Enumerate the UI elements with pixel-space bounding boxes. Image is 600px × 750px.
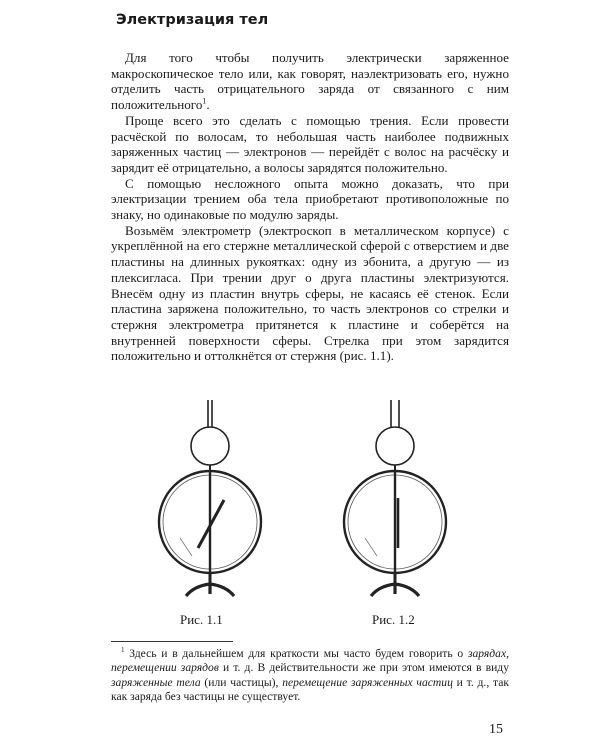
footnote-italic: зарядах, перемещении зарядов	[111, 647, 509, 675]
footnote-text: (или частицы),	[200, 675, 283, 689]
paragraph-text: Для того чтобы получить электрически заряженное макроскопическое тело или, как говорят, наэлектризовать его, нужно отделить часть отрицательного заряда от связанного с ним положительного	[111, 50, 509, 113]
section-heading: Электризация тел	[116, 12, 269, 28]
metal-sphere	[191, 427, 229, 465]
footnote-italic: перемещение заряженных частиц	[282, 675, 453, 689]
page-number: 15	[489, 722, 503, 737]
footnote-reference[interactable]: 1	[202, 96, 207, 106]
metal-sphere	[376, 427, 414, 465]
tripod-stand	[186, 584, 234, 596]
paragraph: Возьмём электрометр (электроскоп в металлическом корпусе) с укреплённой на его стержне металлической сферой с отверстием и две пластины на длинных рукоятках: одну из эбонита, а другую — из плексигласа. При трении друг о друга пластины электризуются. Внесём одну из пластин внутрь сферы, не касаясь её стенок. Если пластина заряжена положительно, то часть электронов со стрелки и стержня электрометра притянется к пластине и соберётся на внутренней поверхности сферы. Стрелка при этом зарядится положительно и оттолкнётся от стержня (рис. 1.1).	[111, 222, 509, 364]
paragraph: С помощью несложного опыта можно доказать, что при электризации трением оба тела приобретают противоположные по знаку, но одинаковые по модулю заряды.	[111, 175, 509, 223]
figure-caption: Рис. 1.1	[180, 612, 223, 627]
footnote	[111, 647, 509, 705]
body-text	[111, 50, 509, 364]
footnote-text: и т. д. В действительности же при этом имеются в виду	[218, 661, 509, 675]
footnote-marker: 1	[121, 646, 125, 655]
paragraph: Проще всего это сделать с помощью трения. Если провести расчёской по волосам, то небольшая часть наиболее подвижных заряженных частиц — электронов — перейдёт с волос на расчёску и зарядит её отрицательно, а волосы зарядятся положительно.	[111, 112, 509, 175]
footnote-divider	[111, 641, 233, 642]
paragraph: Для того чтобы получить электрически заряженное макроскопическое тело или, как говорят, наэлектризовать его, нужно отделить часть отрицательного заряда от связанного с ним положительного$^1$.	[111, 50, 509, 113]
footnote-text: Здесь и в дальнейшем для краткости мы часто будем говорить о	[129, 647, 468, 660]
footnote-text: и т. д., так как заряда без частицы не существует.	[111, 675, 509, 704]
tripod-stand	[371, 584, 419, 596]
figure-electrometer-vertical	[335, 398, 455, 598]
figure-electrometer-deflected	[150, 398, 270, 598]
figure-caption: Рис. 1.2	[372, 612, 415, 627]
footnote-italic: заряженные тела	[111, 675, 201, 689]
